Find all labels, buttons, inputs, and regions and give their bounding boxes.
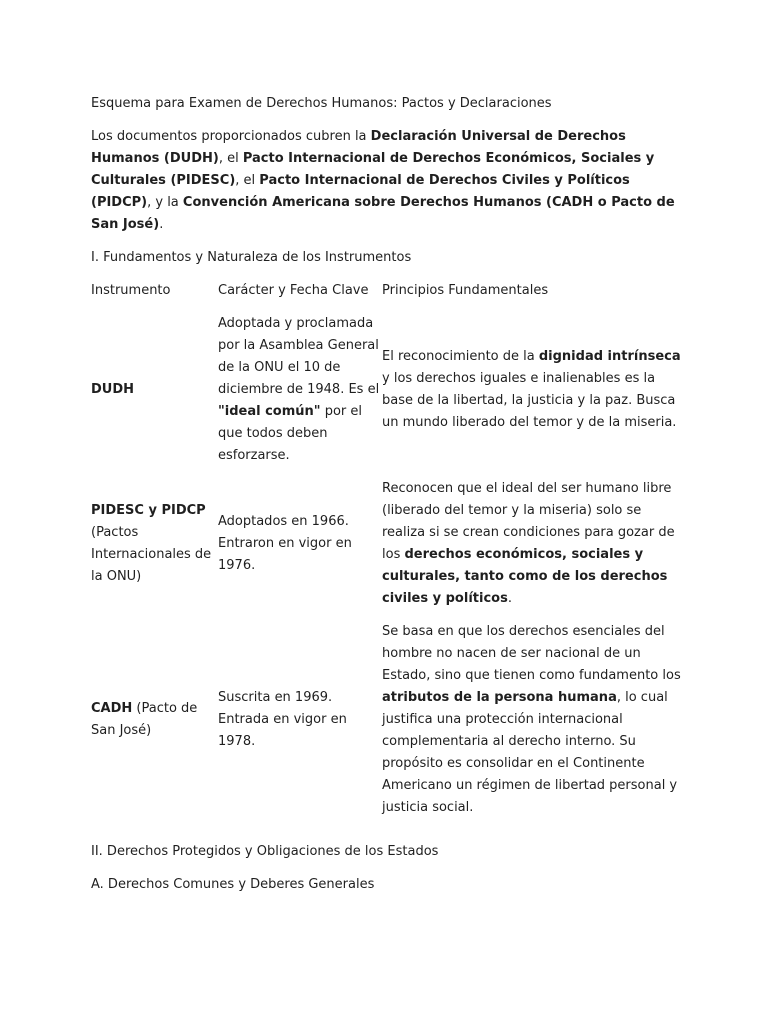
principles-text: Se basa en que los derechos esenciales del hombre no nacen de ser nacional de un Estado, sino que tienen como fundamento los bbox=[382, 624, 681, 683]
cell-principles bbox=[382, 621, 683, 830]
section-heading-1: I. Fundamentos y Naturaleza de los Instrumentos bbox=[91, 250, 412, 265]
intro-dudh: Declaración Universal de Derechos Humanos (DUDH) bbox=[91, 129, 626, 166]
instruments-table bbox=[91, 280, 683, 830]
table-header-row bbox=[91, 280, 683, 313]
character-text: por el que todos deben esforzarse. bbox=[218, 404, 363, 463]
section-heading-2: II. Derechos Protegidos y Obligaciones de los Estados bbox=[91, 844, 439, 859]
principles-text: y los derechos iguales e inalienables es la base de la libertad, la justicia y la paz. Busca un mundo liberado del temor y de la miseria. bbox=[382, 371, 677, 430]
cell-principles bbox=[382, 313, 683, 478]
principles-bold: derechos económicos, sociales y culturales, tanto como de los derechos civiles y políticos bbox=[382, 547, 668, 606]
cell-character bbox=[218, 478, 382, 621]
intro-text: , el bbox=[235, 173, 260, 188]
cell-character bbox=[218, 621, 382, 830]
intro-text: , y la bbox=[147, 195, 183, 210]
table-row bbox=[91, 313, 683, 478]
column-header-principles: Principios Fundamentales bbox=[382, 283, 549, 298]
character-bold: "ideal común" bbox=[218, 404, 321, 419]
cell-character bbox=[218, 313, 382, 478]
character-text: Adoptada y proclamada por la Asamblea General de la ONU el 10 de diciembre de 1948. Es el bbox=[218, 316, 380, 397]
intro-text: . bbox=[159, 217, 164, 232]
instrument-detail: (Pactos Internacionales de la ONU) bbox=[91, 525, 212, 584]
character-text: Suscrita en 1969. Entrada en vigor en 1978. bbox=[218, 690, 347, 749]
cell-instrument bbox=[91, 478, 218, 621]
instrument-name: PIDESC y PIDCP bbox=[91, 503, 206, 518]
intro-paragraph bbox=[91, 126, 691, 236]
cell-instrument bbox=[91, 621, 218, 830]
intro-pidesc: Pacto Internacional de Derechos Económicos, Sociales y Culturales (PIDESC) bbox=[91, 151, 655, 188]
principles-text: . bbox=[507, 591, 512, 606]
principles-bold: dignidad intrínseca bbox=[538, 349, 681, 364]
cell-instrument bbox=[91, 313, 218, 478]
subsection-heading-2a: A. Derechos Comunes y Deberes Generales bbox=[91, 877, 375, 892]
principles-text: Reconocen que el ideal del ser humano libre (liberado del temor y la miseria) solo se realiza si se crean condiciones para gozar de los bbox=[382, 481, 675, 562]
character-text: Adoptados en 1966. Entraron en vigor en 1976. bbox=[218, 514, 352, 573]
document-page bbox=[91, 93, 691, 907]
document-title: Esquema para Examen de Derechos Humanos: Pactos y Declaraciones bbox=[91, 96, 552, 111]
principles-bold: atributos de la persona humana bbox=[382, 690, 617, 705]
intro-text: , el bbox=[218, 151, 243, 166]
table-row bbox=[91, 478, 683, 621]
intro-pidcp: Pacto Internacional de Derechos Civiles y Políticos (PIDCP) bbox=[91, 173, 630, 210]
principles-text: El reconocimiento de la bbox=[382, 349, 539, 364]
instrument-name: CADH bbox=[91, 701, 133, 716]
instrument-name: DUDH bbox=[91, 382, 135, 397]
column-header-instrument: Instrumento bbox=[91, 283, 171, 298]
table-row bbox=[91, 621, 683, 830]
intro-cadh: Convención Americana sobre Derechos Humanos (CADH o Pacto de San José) bbox=[91, 195, 675, 232]
principles-text: , lo cual justifica una protección internacional complementaria al derecho interno. Su propósito es consolidar en el Continente Americano un régimen de libertad personal y justicia social. bbox=[382, 690, 678, 815]
column-header-character: Carácter y Fecha Clave bbox=[218, 283, 369, 298]
cell-principles bbox=[382, 478, 683, 621]
instrument-detail: (Pacto de San José) bbox=[91, 701, 198, 738]
intro-text: Los documentos proporcionados cubren la bbox=[91, 129, 371, 144]
